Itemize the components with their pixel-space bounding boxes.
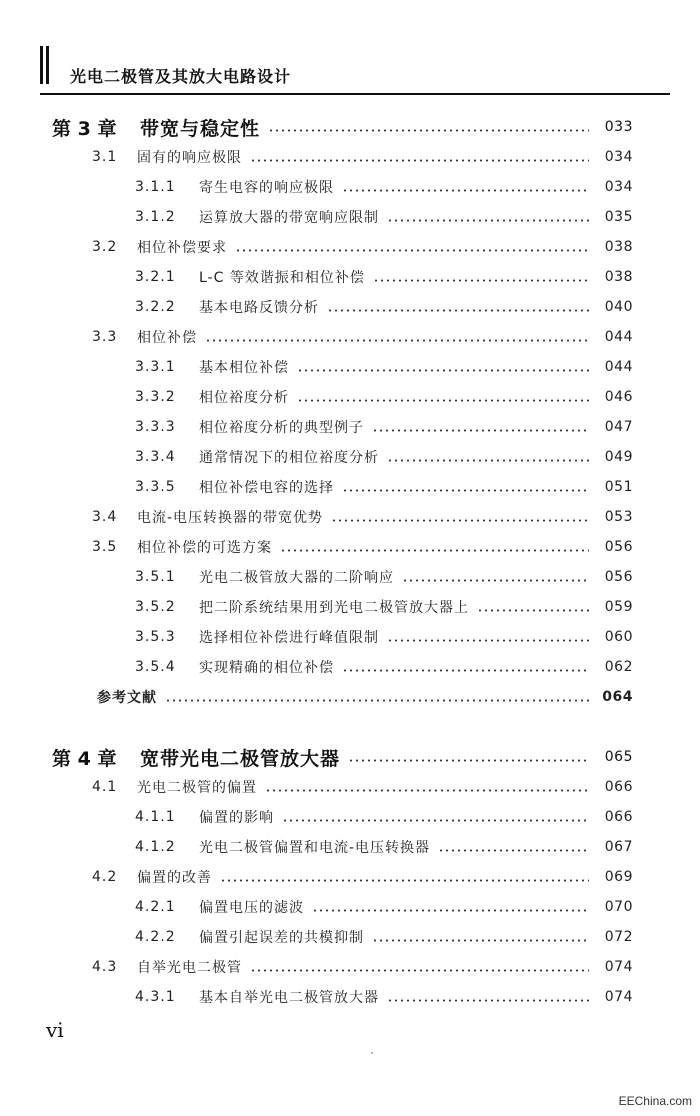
dot-leader [387,999,589,1002]
page-ref: 069 [604,869,633,885]
subsection-title: 基本相位补偿 [199,360,289,376]
section-title: 相位补偿要求 [137,240,227,256]
page-ref: 044 [604,359,633,375]
page-ref: 046 [604,389,633,405]
subsection-number: 4.3.1 [135,989,176,1005]
toc-chapter-3[interactable] [52,114,633,140]
toc-subsection[interactable] [135,266,633,288]
subsection-title: L-C 等效谐振和相位补偿 [199,270,365,286]
page-ref: 066 [604,779,633,795]
section-title: 光电二极管的偏置 [137,780,257,796]
toc-subsection[interactable] [135,356,633,378]
section-title: 偏置的改善 [137,870,212,886]
toc-section[interactable] [92,866,633,888]
toc-subsection[interactable] [135,596,633,618]
page-ref: 035 [604,209,633,225]
toc-references[interactable] [97,686,633,708]
subsection-title: 相位裕度分析 [199,390,289,406]
subsection-title: 相位补偿电容的选择 [199,480,334,496]
chapter-title: 宽带光电二极管放大器 [140,747,341,770]
dot-leader [297,399,589,402]
section-number: 4.1 [92,779,118,795]
dot-leader [477,609,589,612]
toc-section[interactable] [92,146,633,168]
dot-leader [348,759,589,762]
toc-subsection[interactable] [135,626,633,648]
toc-subsection[interactable] [135,476,633,498]
subsection-number: 3.5.2 [135,599,176,615]
dot-leader [268,129,589,132]
subsection-number: 3.5.4 [135,659,176,675]
subsection-number: 4.2.2 [135,929,176,945]
subsection-title: 偏置引起误差的共模抑制 [199,930,364,946]
dot-leader [331,519,589,522]
toc-section[interactable] [92,506,633,528]
toc-subsection[interactable] [135,926,633,948]
subsection-number: 3.1.1 [135,179,176,195]
toc-subsection[interactable] [135,296,633,318]
dot-leader [220,879,589,882]
section-title: 电流-电压转换器的带宽优势 [137,510,324,526]
subsection-title: 偏置的影响 [199,810,274,826]
dot-leader [282,819,589,822]
dot-leader [372,429,589,432]
subsection-number: 3.3.1 [135,359,176,375]
toc-subsection[interactable] [135,566,633,588]
section-number: 3.1 [92,149,118,165]
dot-leader [387,219,589,222]
subsection-number: 3.1.2 [135,209,176,225]
toc-subsection[interactable] [135,206,633,228]
toc-section[interactable] [92,236,633,258]
page-ref: 072 [604,929,633,945]
dot-leader [327,309,589,312]
page-ref: 056 [604,539,633,555]
page-ref: 034 [604,149,633,165]
dot-leader [280,549,589,552]
section-title: 自举光电二极管 [137,960,242,976]
scan-speck [371,1052,373,1054]
toc-subsection[interactable] [135,836,633,858]
page-ref: 053 [604,509,633,525]
running-header-title: 光电二极管及其放大电路设计 [70,67,292,86]
section-number: 3.4 [92,509,118,525]
subsection-title: 通常情况下的相位裕度分析 [199,450,379,466]
dot-leader [402,579,589,582]
toc-section[interactable] [92,536,633,558]
page-ref: 059 [604,599,633,615]
chapter-number: 第 4 章 [52,747,117,770]
subsection-number: 3.2.2 [135,299,176,315]
subsection-number: 3.3.4 [135,449,176,465]
toc-subsection[interactable] [135,386,633,408]
page-ref: 062 [604,659,633,675]
toc-subsection[interactable] [135,896,633,918]
page-ref: 060 [604,629,633,645]
toc-section[interactable] [92,956,633,978]
section-number: 4.3 [92,959,118,975]
subsection-number: 3.5.3 [135,629,176,645]
subsection-title: 光电二极管放大器的二阶响应 [199,570,394,586]
dot-leader [342,489,589,492]
dot-leader [342,669,589,672]
subsection-number: 4.2.1 [135,899,176,915]
dot-leader [250,969,589,972]
page-ref: 070 [604,899,633,915]
toc-subsection[interactable] [135,656,633,678]
section-number: 3.2 [92,239,118,255]
subsection-title: 实现精确的相位补偿 [199,660,334,676]
section-number: 4.2 [92,869,118,885]
page-ref: 051 [604,479,633,495]
subsection-number: 3.3.3 [135,419,176,435]
section-number: 3.5 [92,539,118,555]
page-ref: 047 [604,419,633,435]
toc-subsection[interactable] [135,806,633,828]
dot-leader [297,369,589,372]
toc-chapter-4[interactable] [52,744,633,770]
page-ref: 067 [604,839,633,855]
subsection-number: 3.3.2 [135,389,176,405]
page-ref: 040 [604,299,633,315]
page-ref: 038 [604,239,633,255]
page-ref: 074 [604,989,633,1005]
subsection-title: 基本自举光电二极管放大器 [199,990,379,1006]
page-ref: 038 [604,269,633,285]
subsection-title: 基本电路反馈分析 [199,300,319,316]
subsection-number: 3.5.1 [135,569,176,585]
subsection-number: 4.1.1 [135,809,176,825]
dot-leader [205,339,589,342]
dot-leader [438,849,589,852]
chapter-title: 带宽与稳定性 [140,117,261,140]
subsection-title: 选择相位补偿进行峰值限制 [199,630,379,646]
page-ref: 065 [604,749,633,765]
dot-leader [312,909,589,912]
dot-leader [165,699,589,702]
page-ref: 066 [604,809,633,825]
section-title: 相位补偿的可选方案 [137,540,272,556]
subsection-title: 光电二极管偏置和电流-电压转换器 [199,840,431,856]
page-ref: 064 [602,689,633,705]
dot-leader [387,639,589,642]
page-ref: 049 [604,449,633,465]
chapter-number: 第 3 章 [52,117,117,140]
page-ref: 056 [604,569,633,585]
dot-leader [235,249,589,252]
page-ref: 034 [604,179,633,195]
subsection-title: 运算放大器的带宽响应限制 [199,210,379,226]
page-ref: 044 [604,329,633,345]
section-title: 相位补偿 [137,330,197,346]
subsection-title: 寄生电容的响应极限 [199,180,334,196]
references-title: 参考文献 [97,690,157,706]
page-ref: 074 [604,959,633,975]
section-number: 3.3 [92,329,118,345]
dot-leader [342,189,589,192]
subsection-number: 3.2.1 [135,269,176,285]
watermark: EEChina.com [618,1094,692,1108]
dot-leader [372,939,589,942]
dot-leader [265,789,589,792]
toc-subsection[interactable] [135,986,633,1008]
toc-subsection[interactable] [135,446,633,468]
subsection-title: 把二阶系统结果用到光电二极管放大器上 [199,600,469,616]
subsection-title: 相位裕度分析的典型例子 [199,420,364,436]
dot-leader [373,279,589,282]
section-title: 固有的响应极限 [137,150,242,166]
toc-section[interactable] [92,776,633,798]
subsection-title: 偏置电压的滤波 [199,900,304,916]
toc-subsection[interactable] [135,416,633,438]
dot-leader [250,159,589,162]
subsection-number: 3.3.5 [135,479,176,495]
toc-subsection[interactable] [135,176,633,198]
subsection-number: 4.1.2 [135,839,176,855]
page-number: vi [46,1018,64,1042]
dot-leader [387,459,589,462]
toc-section[interactable] [92,326,633,348]
page-ref: 033 [604,119,633,135]
